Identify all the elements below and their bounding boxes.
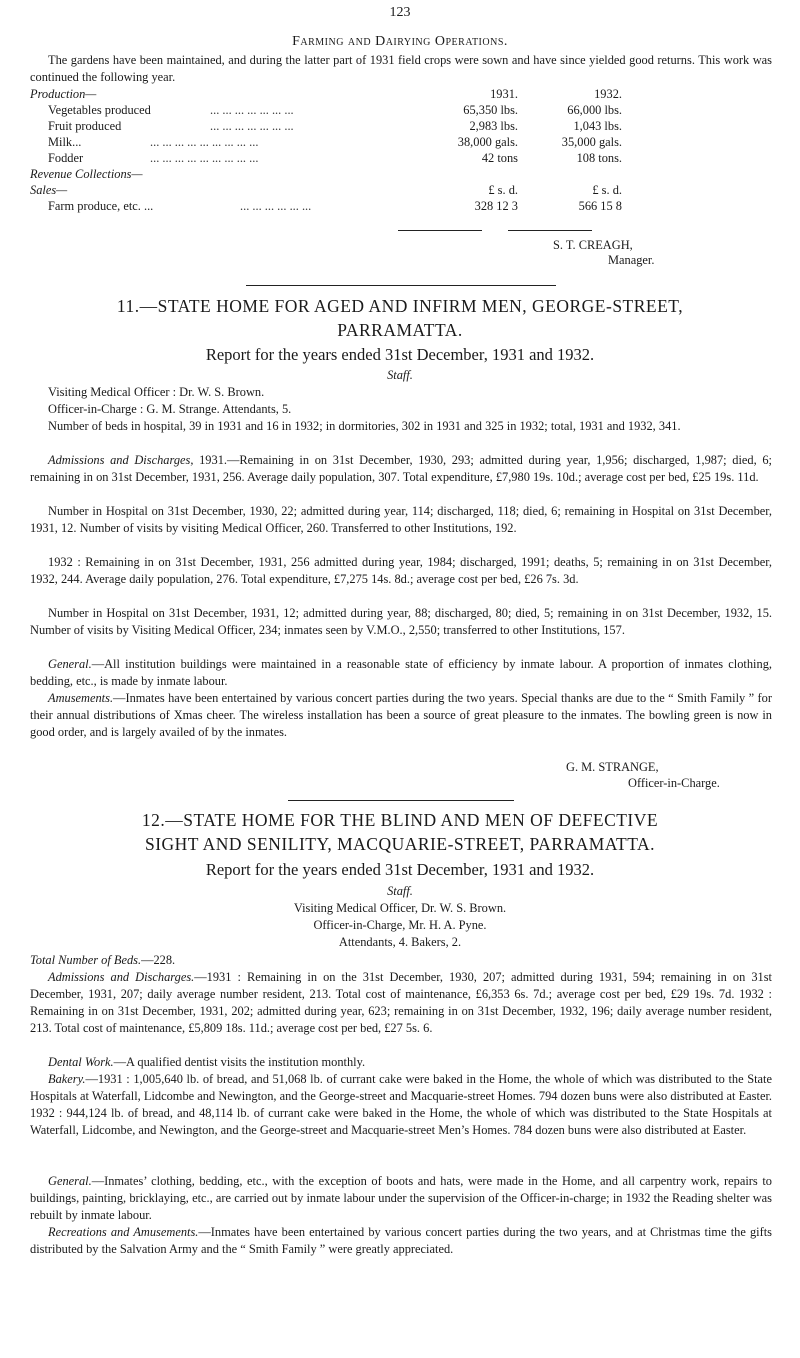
section-11-title-line1: 11.—STATE HOME FOR AGED AND INFIRM MEN, GEORGE-STREET, — [116, 296, 684, 316]
revenue-label: Revenue Collections— — [30, 167, 143, 181]
signature-title: Officer-in-Charge. — [628, 776, 720, 790]
signature-title: Manager. — [608, 253, 655, 267]
staff-line: Visiting Medical Officer, Dr. W. S. Brown. — [293, 901, 507, 915]
paragraph-text: —228. — [141, 953, 176, 967]
section-12-title-line1: 12.—STATE HOME FOR THE BLIND AND MEN OF DEFECTIVE — [141, 810, 659, 830]
row-value-1932: 1,043 lbs. — [573, 119, 622, 133]
paragraph-label: Recreations and Amusements. — [48, 1225, 199, 1239]
beds-paragraph — [30, 952, 772, 969]
paragraph-label: Admissions and Discharges. — [48, 970, 195, 984]
bakery-paragraph — [30, 1071, 772, 1139]
table-row: Farm produce, etc. ... ... ... ... ... ... ... 328 12 3 566 15 8 — [48, 199, 622, 213]
farm-produce-1931: 328 12 3 — [474, 199, 518, 213]
farming-intro: The gardens have been maintained, and during the latter part of 1931 field crops were sown and have since yielded good returns. This work was continued the following year. — [30, 53, 772, 84]
admissions-paragraph — [30, 969, 772, 1037]
row-value-1932: 35,000 gals. — [561, 135, 622, 149]
section-12-report-title: Report for the years ended 31st December, 1931 and 1932. — [205, 860, 595, 879]
section-divider — [288, 800, 514, 801]
row-value-1931: 65,350 lbs. — [463, 103, 518, 117]
staff-heading: Staff. — [387, 368, 413, 382]
staff-heading: Staff. — [387, 884, 413, 898]
paragraph-text: —A qualified dentist visits the institution monthly. — [113, 1055, 366, 1069]
staff-line: Officer-in-Charge : G. M. Strange. Attendants, 5. — [48, 402, 292, 416]
divider — [508, 230, 592, 231]
amusements-paragraph — [30, 690, 772, 741]
section-12-title-line2: SIGHT AND SENILITY, MACQUARIE-STREET, PARRAMATTA. — [144, 834, 656, 854]
paragraph-text: —Inmates have been entertained by various concert parties during the two years, and at Christmas time the gifts distributed by the Salvation Army and the “ Smith Family ” were greatly appreciated. — [30, 1225, 772, 1256]
row-value-1932: 66,000 lbs. — [567, 103, 622, 117]
section-11-title-line2: PARRAMATTA. — [337, 320, 463, 340]
production-table — [30, 86, 772, 213]
signature-name: S. T. CREAGH, — [553, 238, 633, 252]
farming-heading: Farming and Dairying Operations. — [292, 34, 508, 49]
paragraph-text: —All institution buildings were maintained in a reasonable state of efficiency by inmate labour. A proportion of inmates clothing, bedding, etc., is made by inmate labour. — [30, 657, 772, 688]
hospital-1932-paragraph: Number in Hospital on 31st December, 1931, 12; admitted during year, 88; discharged, 80; died, 5; remaining in on 31st December, 1932, 15. Number of visits by Visiting Medical Officer, 234; inmates seen by V.M.O., 2,550; transferred to other Institutions, 157. — [30, 606, 772, 637]
paragraph-label: Bakery. — [48, 1072, 86, 1086]
row-value-1932: 108 tons. — [576, 151, 622, 165]
general-paragraph — [30, 656, 772, 690]
signature-name: G. M. STRANGE, — [566, 760, 659, 774]
sales-label: Sales— — [30, 183, 68, 197]
recreations-paragraph — [30, 1224, 772, 1258]
table-row: Vegetables produced ... ... ... ... ... ... ... 65,350 lbs. 66,000 lbs. — [48, 103, 622, 117]
row-value-1931: 2,983 lbs. — [469, 119, 518, 133]
paragraph-text: 1931.—Remaining in on 31st December, 1930, 293; admitted during year, 1,956; discharged, 1,987; died, 6; remaining in on 31st December, 1931, 256. Average daily population, 307. Total expenditure, £7,980 19s. 10d.; average cost per bed, £25 19s. 11d. — [30, 453, 772, 484]
paragraph-label: Dental Work. — [48, 1055, 114, 1069]
farm-produce-1932: 566 15 8 — [578, 199, 622, 213]
paragraph-text: —1931 : Remaining in on the 31st December, 1930, 207; admitted during 1931, 594; remaining in on 31st December, 1931, 207; daily average number resident, 213. Total cost of maintenance, £6,353 6s. 7d.; average cost per bed, £29 19s. 7d. 1932 : Remaining in on 31st December, 1931, 202; admitted during year, 623; remaining in on 31st December, 1932, 196; daily average number resident, 213. Total cost of maintenance, £5,809 18s. 11d.; average cost per bed, £27 5s. 6. — [30, 970, 772, 1035]
section-divider — [246, 285, 556, 286]
page-number: 123 — [389, 5, 411, 20]
staff-line: Visiting Medical Officer : Dr. W. S. Brown. — [48, 385, 265, 399]
paragraph-label: General. — [48, 657, 92, 671]
col-1931-header: 1931. — [490, 87, 518, 101]
row-value-1931: 42 tons — [481, 151, 518, 165]
divider — [398, 230, 482, 231]
paragraph-text: —Inmates’ clothing, bedding, etc., with the exception of boots and hats, were made in the Home, and all carpentry work, repairs to buildings, painting, bricklaying, etc., are carried out by inmate labour under the supervision of the Officer-in-charge; in 1932 the Reading shelter was rebuilt by inmate labour. — [30, 1174, 772, 1222]
table-row: Fodder ... ... ... ... ... ... ... ... ... 42 tons 108 tons. — [48, 151, 622, 165]
row-value-1931: 38,000 gals. — [457, 135, 518, 149]
production-label: Production— — [30, 87, 97, 101]
paragraph-label: General. — [48, 1174, 92, 1188]
year-1932-paragraph: 1932 : Remaining in on 31st December, 1931, 256 admitted during year, 1984; discharged, 1991; deaths, 5; remaining in on 31st December, 1932, 244. Average daily population, 276. Total expenditure, £7,275 14s. 8d.; average cost per bed, £26 7s. 3d. — [30, 555, 772, 586]
farm-produce-label: Farm produce, etc. ... — [48, 199, 154, 213]
row-label: Fruit produced — [48, 119, 122, 133]
paragraph-label: Amusements. — [48, 691, 114, 705]
general-paragraph — [30, 1173, 772, 1224]
paragraph-label: Total Number of Beds. — [30, 953, 142, 967]
row-label: Vegetables produced — [48, 103, 151, 117]
staff-line: Officer-in-Charge, Mr. H. A. Pyne. — [313, 918, 487, 932]
paragraph-label: Admissions and Discharges, — [48, 453, 194, 467]
dental-paragraph — [30, 1054, 772, 1071]
row-label: Fodder — [48, 151, 84, 165]
money-header-1932: £ s. d. — [592, 183, 622, 197]
table-row: Milk... ... ... ... ... ... ... ... ... ... 38,000 gals. 35,000 gals. — [48, 135, 622, 149]
staff-line: Attendants, 4. Bakers, 2. — [338, 935, 462, 949]
hospital-1931-paragraph: Number in Hospital on 31st December, 1930, 22; admitted during year, 114; discharged, 118; died, 6; remaining in Hospital on 31st December, 1931, 12. Number of visits by visiting Medical Officer, 260. Transferred to other Institutions, 192. — [30, 504, 772, 535]
col-1932-header: 1932. — [594, 87, 622, 101]
row-label: Milk... — [48, 135, 82, 149]
paragraph-text: —Inmates have been entertained by various concert parties during the two years. Special thanks are due to the “ Smith Family ” for their annual distributions of Xmas cheer. The wireless installation has been a source of great pleasure to the inmates. The bowling green is now in good order, and is largely availed of by the inmates. — [30, 691, 772, 739]
paragraph-text: —1931 : 1,005,640 lb. of bread, and 51,068 lb. of currant cake were baked in the Home, the whole of which was distributed to the State Hospitals at Waterfall, Lidcombe and Newington, and the George-street and Macquarie-street Homes. 794 dozen buns were also distributed at Easter. 1932 : 944,124 lb. of bread, and 48,114 lb. of currant cake were baked in the Home, the whole of which was distributed to the State Hospitals at Waterfall, Lidcombe, and Newington, and the George-street and Macquarie-street Men’s Homes. 784 dozen buns were also distributed at Easter. — [30, 1072, 772, 1137]
beds-paragraph: Number of beds in hospital, 39 in 1931 and 16 in 1932; in dormitories, 302 in 1931 and 325 in 1932; total, 1931 and 1932, 341. — [48, 419, 681, 433]
admissions-paragraph — [30, 452, 772, 486]
table-row: Fruit produced ... ... ... ... ... ... ... 2,983 lbs. 1,043 lbs. — [48, 119, 622, 133]
money-header-1931: £ s. d. — [488, 183, 518, 197]
section-11-report-title: Report for the years ended 31st December, 1931 and 1932. — [205, 345, 595, 364]
